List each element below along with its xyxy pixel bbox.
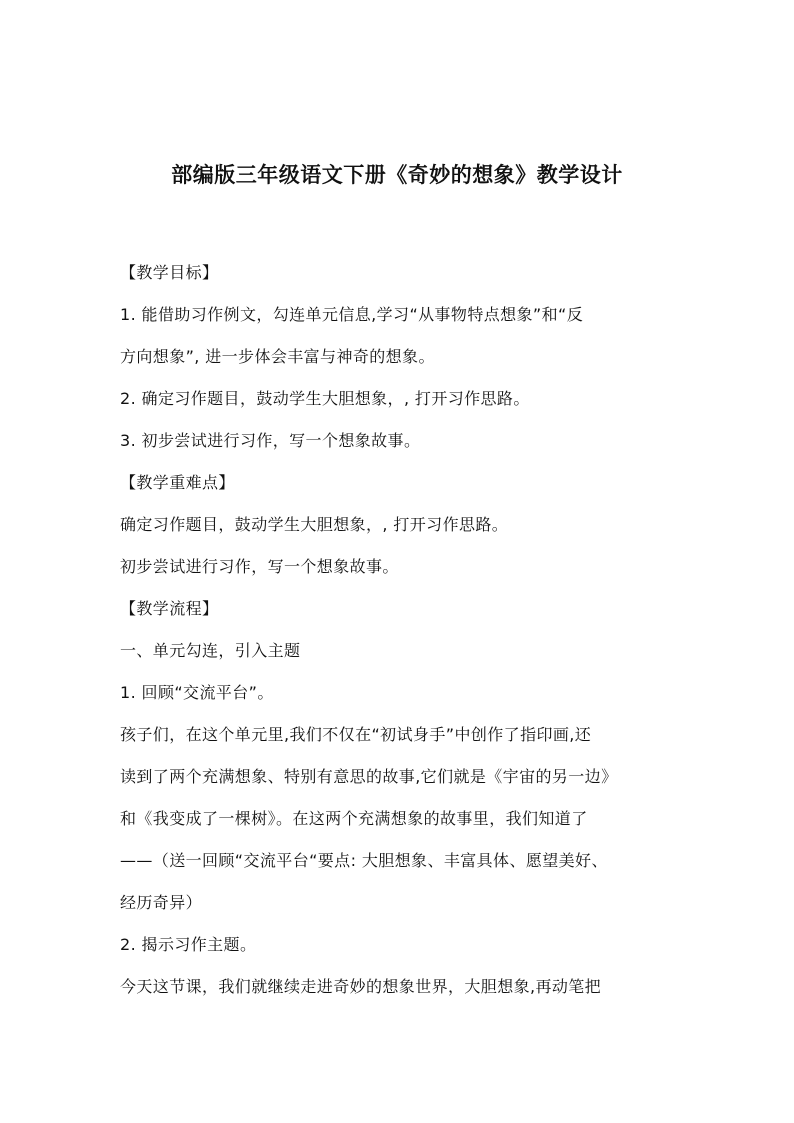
paragraph-line: 1. 能借助习作例文，勾连单元信息,学习“从事物特点想象”和“反 — [120, 305, 584, 324]
paragraph-line: ——（送一回顾“交流平台“要点: 大胆想象、丰富具体、愿望美好、 — [120, 851, 608, 870]
paragraph-line: 3. 初步尝试进行习作，写一个想象故事。 — [120, 431, 421, 450]
paragraph-line: 经历奇异） — [120, 893, 203, 912]
paragraph-line: 方向想象”, 进一步体会丰富与神奇的想象。 — [120, 347, 435, 366]
paragraph-line: 今天这节课，我们就继续走进奇妙的想象世界，大胆想象,再动笔把 — [120, 977, 602, 996]
subsection-heading: 一、单元勾连，引入主题 — [120, 641, 301, 660]
paragraph-line: 初步尝试进行习作，写一个想象故事。 — [120, 557, 399, 576]
paragraph-line: 孩子们，在这个单元里,我们不仅在“初试身手”中创作了指印画,还 — [120, 725, 592, 744]
paragraph-line: 2. 确定习作题目，鼓动学生大胆想象，, 打开习作思路。 — [120, 389, 530, 408]
document-title: 部编版三年级语文下册《奇妙的想象》教学设计 — [171, 163, 623, 187]
document-body — [120, 252, 680, 1008]
paragraph-line: 确定习作题目，鼓动学生大胆想象，, 打开习作思路。 — [120, 515, 509, 534]
section-heading-objectives: 【教学目标】 — [120, 263, 219, 282]
paragraph-line: 1. 回顾“交流平台”。 — [120, 683, 274, 702]
section-heading-process: 【教学流程】 — [120, 599, 219, 618]
paragraph-line: 读到了两个充满想象、特别有意思的故事,它们就是《宇宙的另一边》 — [120, 767, 618, 786]
section-heading-key-points: 【教学重难点】 — [120, 473, 235, 492]
paragraph-line: 2. 揭示习作主题。 — [120, 935, 257, 954]
paragraph-line: 和《我变成了一棵树》。在这两个充满想象的故事里，我们知道了 — [120, 809, 588, 828]
